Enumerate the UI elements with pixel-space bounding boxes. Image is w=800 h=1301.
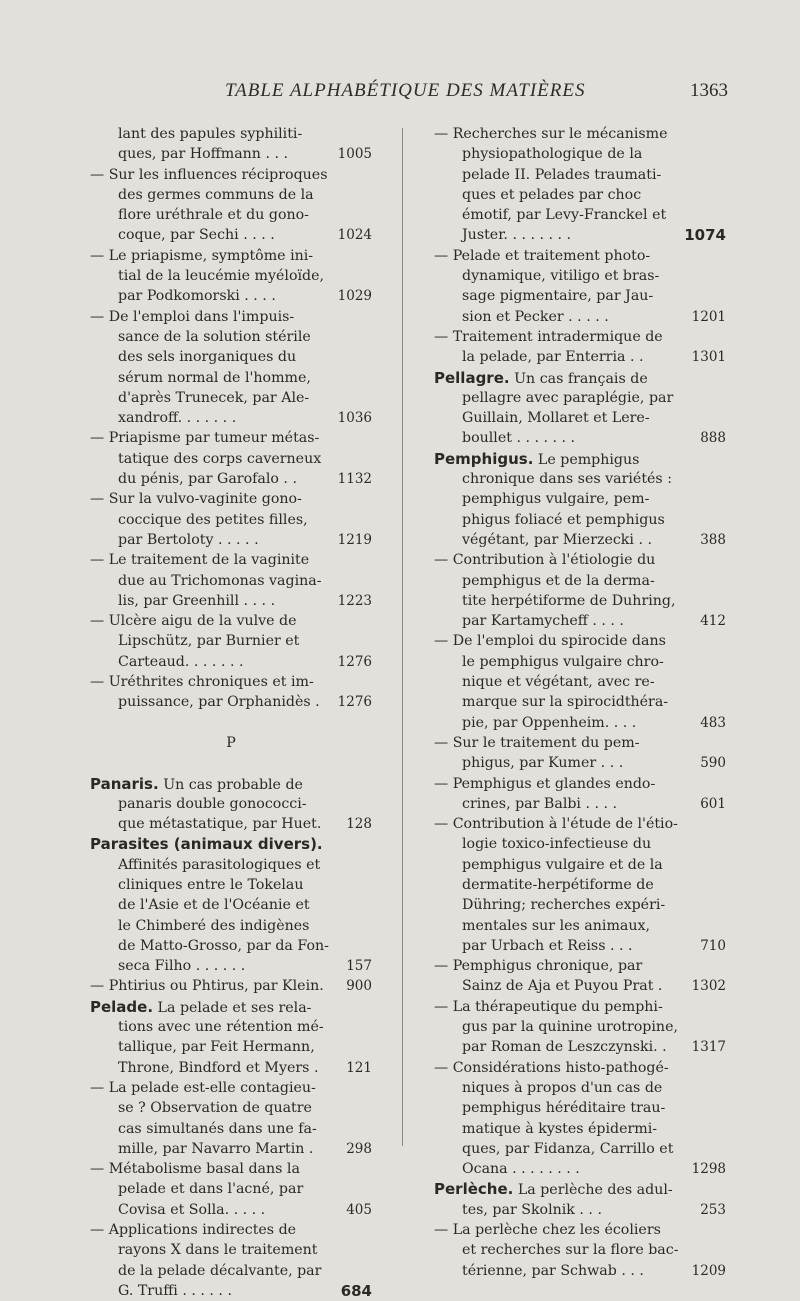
page-reference: 1074 [684,226,726,245]
entry-text: mentales sur les animaux, [462,917,650,934]
entry-text: — La pelade est-elle contagieu- [90,1079,316,1096]
entry-text: émotif, par Levy-Franckel et [462,207,667,224]
index-line [434,510,726,530]
entry-text: phigus foliacé et pemphigus [462,511,665,528]
index-line [90,875,372,895]
entry-text: Guillain, Mollaret et Lere- [462,410,650,427]
entry-text: sage pigmentaire, par Jau- [462,288,654,305]
index-line [90,733,372,753]
page-reference: 1029 [337,288,372,305]
page-reference: 128 [346,816,372,833]
page-reference: 388 [700,531,726,548]
index-line [90,1240,372,1260]
index-line [90,388,372,408]
index-line [434,733,726,753]
entry-text: coque, par Sechi . . . . [118,227,275,244]
entry-text: — Considérations histo-pathogé- [434,1059,669,1076]
entry-text: mille, par Navarro Martin . [118,1140,314,1157]
entry-text: le Chimberé des indigènes [118,917,310,934]
entry-text [434,1179,673,1199]
page-reference: 1024 [337,227,372,244]
entry-text: lant des papules syphiliti- [118,126,303,142]
entry-heading: Perlèche. [434,1180,514,1199]
entry-text: tatique des corps caverneux [118,450,322,467]
index-line [90,692,372,712]
entry-heading: Pellagre. [434,368,510,387]
entry-text: panaris double gonococci- [118,795,307,812]
entry-continuation: La perlèche des adul- [513,1182,673,1199]
entry-text: — Sur la vulvo-vaginite gono- [90,491,302,508]
index-line [90,1037,372,1057]
index-line [434,266,726,286]
index-line [90,936,372,956]
page-reference: 1132 [337,471,372,488]
entry-text: tes, par Skolnik . . . [462,1201,602,1218]
entry-text: végétant, par Mierzecki . . [462,531,652,548]
page-reference: 590 [700,755,726,772]
index-line [434,713,726,733]
index-line [434,347,726,367]
entry-text: par Roman de Leszczynski. . [462,1039,667,1056]
page-reference: 1036 [337,410,372,427]
entry-text: nique et végétant, avec re- [462,674,655,691]
entry-text: — De l'emploi dans l'impuis- [90,308,295,325]
index-line [90,652,372,672]
index-line [90,225,372,245]
page-reference: 1301 [691,349,726,366]
index-line [90,1220,372,1240]
index-line [434,591,726,611]
index-line [90,307,372,327]
entry-text: la pelade, par Enterria . . [462,349,644,366]
entry-text: dermatite-herpétiforme de [462,876,654,893]
index-line [90,1179,372,1199]
index-line [90,246,372,266]
index-line [434,956,726,976]
index-line [90,347,372,367]
page-reference: 684 [340,1281,372,1300]
entry-text: tions avec une rétention mé- [118,1019,324,1036]
index-line [90,266,372,286]
left-column [90,124,372,1301]
index-line [434,652,726,672]
index-line [434,1261,726,1281]
index-line [434,550,726,570]
page-reference: 412 [700,613,726,630]
index-line [434,1119,726,1139]
index-line [90,124,372,144]
entry-text: Throne, Bindford et Myers . [118,1059,319,1076]
entry-text [90,774,303,794]
index-line [434,1037,726,1057]
entry-text: Affinités parasitologiques et [118,856,321,873]
index-line [434,428,726,448]
entry-text: des sels inorganiques du [118,349,297,366]
page-reference: 1219 [337,531,372,548]
index-line [90,510,372,530]
entry-text: — Contribution à l'étiologie du [434,552,656,569]
entry-text: due au Trichomonas vagina- [118,572,322,589]
index-line [434,408,726,428]
index-line [434,692,726,712]
entry-text: pie, par Oppenheim. . . . [462,714,637,731]
index-line [434,286,726,306]
entry-text: tallique, par Feit Hermann, [118,1039,315,1056]
index-line [90,1281,372,1301]
index-line [90,672,372,692]
index-line [434,1098,726,1118]
entry-text: physiopathologique de la [462,146,643,163]
index-line [434,1200,726,1220]
page-reference: 1317 [691,1039,726,1056]
entry-text: — Le traitement de la vaginite [90,552,310,569]
page-reference: 121 [346,1059,372,1076]
entry-text: — Sur le traitement du pem- [434,734,640,751]
entry-text: pellagre avec paraplégie, par [462,389,674,406]
page-header [0,80,800,104]
index-line [90,1261,372,1281]
index-line [434,1017,726,1037]
index-line [90,855,372,875]
index-line [434,875,726,895]
index-line [90,1139,372,1159]
index-line [434,1220,726,1240]
entry-text: cliniques entre le Tokelau [118,876,304,893]
entry-text: et recherches sur la flore bac- [462,1242,679,1259]
page-reference: 298 [346,1140,372,1157]
entry-text: — Sur les influences réciproques [90,166,328,183]
index-line [434,185,726,205]
entry-text: par Podkomorski . . . . [118,288,276,305]
entry-text [434,368,648,388]
entry-heading: Panaris. [90,774,159,793]
entry-text: pemphigus vulgaire, pem- [462,491,650,508]
index-line [434,327,726,347]
index-line [90,976,372,996]
index-line [434,672,726,692]
entry-heading: Parasites (animaux divers). [90,835,323,854]
index-line [434,225,726,245]
entry-text: des germes communs de la [118,186,314,203]
running-title: TABLE ALPHABÉTIQUE DES MATIÈRES [225,80,586,101]
index-line [90,895,372,915]
entry-text: xandroff. . . . . . . [118,410,237,427]
entry-text: — De l'emploi du spirocide dans [434,633,666,650]
entry-text: — Priapisme par tumeur métas- [90,430,320,447]
index-line [434,794,726,814]
entry-text: Lipschütz, par Burnier et [118,633,300,650]
entry-text: sion et Pecker . . . . . [462,308,609,325]
entry-text: — Contribution à l'étude de l'étio- [434,816,678,833]
index-line [90,469,372,489]
entry-text: crines, par Balbi . . . . [462,795,618,812]
entry-text: se ? Observation de quatre [118,1100,312,1117]
entry-text: logie toxico-infectieuse du [462,836,652,853]
index-line [434,895,726,915]
entry-text: par Kartamycheff . . . . [462,613,624,630]
entry-text: — Phtirius ou Phtirus, par Klein. [90,978,324,995]
index-line [434,1139,726,1159]
entry-text: de l'Asie et de l'Océanie et [118,897,310,914]
entry-text: cas simultanés dans une fa- [118,1120,317,1137]
entry-text: boullet . . . . . . . [462,430,576,447]
index-line [434,571,726,591]
entry-text: tial de la leucémie myéloïde, [118,268,325,285]
index-line [434,814,726,834]
index-line [434,997,726,1017]
page-reference: 1005 [337,146,372,163]
entry-text: de la pelade décalvante, par [118,1262,322,1279]
index-line [434,834,726,854]
page-reference: 1276 [337,653,372,670]
index-line [90,1078,372,1098]
page-reference: 888 [700,430,726,447]
index-line [434,855,726,875]
entry-text: niques à propos d'un cas de [462,1079,663,1096]
entry-text: coccique des petites filles, [118,511,308,528]
index-line [434,1058,726,1078]
entry-text: Dühring; recherches expéri- [462,897,666,914]
entry-text: pelade II. Pelades traumati- [462,166,662,183]
page-reference: 900 [346,978,372,995]
index-line [434,246,726,266]
entry-continuation: Le pemphigus [533,451,640,468]
index-line [90,408,372,428]
index-line [434,1078,726,1098]
page-reference: 1209 [691,1262,726,1279]
page-reference: 1201 [691,308,726,325]
entry-text: ques et pelades par choc [462,186,642,203]
page-reference: 1223 [337,592,372,609]
index-line [90,449,372,469]
index-line [90,530,372,550]
entry-text: rayons X dans le traitement [118,1242,318,1259]
entry-text: par Urbach et Reiss . . . [462,937,633,954]
index-line [90,205,372,225]
entry-text: tite herpétiforme de Duhring, [462,592,676,609]
index-line [90,956,372,976]
entry-heading: Pelade. [90,997,154,1016]
index-line [434,144,726,164]
entry-text: — Pemphigus et glandes endo- [434,775,656,792]
entry-text: Juster. . . . . . . . [462,227,572,244]
index-line [434,530,726,550]
entry-text: pemphigus héréditaire trau- [462,1100,666,1117]
entry-text: que métastatique, par Huet. [118,816,322,833]
entry-continuation: Un cas français de [509,370,648,387]
entry-text: par Bertoloty . . . . . [118,531,259,548]
index-line [90,489,372,509]
entry-text: Covisa et Solla. . . . . [118,1201,266,1218]
page-reference: 1276 [337,694,372,711]
index-line [90,286,372,306]
page-reference: 1302 [691,978,726,995]
entry-heading: Pemphigus. [434,449,534,468]
entry-text: — La perlèche chez les écoliers [434,1222,661,1239]
entry-text: — Pelade et traitement photo- [434,247,651,264]
section-letter: P [226,734,236,751]
index-line [434,489,726,509]
entry-text: ques, par Fidanza, Carrillo et [462,1140,674,1157]
page-reference: 710 [700,937,726,954]
index-line [90,185,372,205]
entry-text: — Applications indirectes de [90,1222,297,1239]
index-line [90,1098,372,1118]
entry-text: — Traitement intradermique de [434,328,663,345]
entry-text: chronique dans ses variétés : [462,471,672,488]
page-reference: 483 [700,714,726,731]
index-line [90,1159,372,1179]
page-reference: 405 [346,1201,372,1218]
index-line [90,1200,372,1220]
index-line [90,753,372,773]
entry-text: matique à kystes épidermi- [462,1120,658,1137]
index-line [434,631,726,651]
page-reference: 601 [700,795,726,812]
entry-text: — Uréthrites chroniques et im- [90,674,314,691]
index-line [90,834,372,854]
index-line [90,631,372,651]
entry-text: térienne, par Schwab . . . [462,1262,644,1279]
index-line [90,144,372,164]
entry-text: — Métabolisme basal dans la [90,1161,300,1178]
index-line [434,916,726,936]
entry-text: seca Filho . . . . . . [118,958,246,975]
index-line [90,1119,372,1139]
index-line [434,1240,726,1260]
entry-text: sérum normal de l'homme, [118,369,311,386]
index-line [90,916,372,936]
index-line [90,774,372,794]
index-line [90,428,372,448]
index-line [434,976,726,996]
column-divider [402,128,403,1146]
right-column [434,124,726,1281]
page-reference: 157 [346,958,372,975]
entry-text: du pénis, par Garofalo . . [118,471,297,488]
page-number: 1363 [690,80,728,101]
entry-text: dynamique, vitiligo et bras- [462,268,660,285]
index-line [90,794,372,814]
entry-text: — La thérapeutique du pemphi- [434,998,663,1015]
entry-text: d'après Trunecek, par Ale- [118,389,310,406]
index-line [434,205,726,225]
entry-text: pelade et dans l'acné, par [118,1181,304,1198]
entry-text [90,997,311,1017]
entry-text: ques, par Hoffmann . . . [118,146,288,163]
entry-text: Sainz de Aja et Puyou Prat . [462,978,663,995]
entry-text [90,834,323,854]
entry-text: de Matto-Grosso, par da Fon- [118,937,329,954]
index-line [90,997,372,1017]
index-line [90,591,372,611]
index-line [434,774,726,794]
entry-text: sance de la solution stérile [118,328,311,345]
entry-text: marque sur la spirocidthéra- [462,694,669,711]
entry-text: Ocana . . . . . . . . [462,1161,580,1178]
entry-text: flore uréthrale et du gono- [118,207,309,224]
entry-text: G. Truffi . . . . . . [118,1282,232,1299]
index-line [90,550,372,570]
index-line [90,368,372,388]
index-line [434,307,726,327]
entry-text: — Recherches sur le mécanisme [434,126,668,142]
entry-continuation: La pelade et ses rela- [153,999,312,1016]
index-line [90,165,372,185]
entry-continuation: Un cas probable de [158,776,303,793]
index-line [434,753,726,773]
index-line [90,1058,372,1078]
index-line [434,368,726,388]
index-line [90,713,372,733]
entry-text: lis, par Greenhill . . . . [118,592,276,609]
index-line [434,1179,726,1199]
index-line [90,327,372,347]
entry-text [434,449,639,469]
entry-text: — Pemphigus chronique, par [434,958,643,975]
index-line [90,814,372,834]
index-line [434,449,726,469]
index-line [434,1159,726,1179]
index-line [434,124,726,144]
entry-text: — Ulcère aigu de la vulve de [90,613,297,630]
entry-text: — Le priapisme, symptôme ini- [90,247,314,264]
index-line [434,165,726,185]
page-reference: 253 [700,1201,726,1218]
entry-text: pemphigus et de la derma- [462,572,655,589]
index-line [90,571,372,591]
index-line [434,469,726,489]
index-line [434,388,726,408]
entry-text: le pemphigus vulgaire chro- [462,653,664,670]
index-line [90,611,372,631]
entry-text: phigus, par Kumer . . . [462,755,624,772]
index-line [90,1017,372,1037]
index-line [434,936,726,956]
entry-text: pemphigus vulgaire et de la [462,856,663,873]
page-reference: 1298 [691,1161,726,1178]
index-line [434,611,726,631]
entry-text: Carteaud. . . . . . . [118,653,244,670]
entry-text: gus par la quinine urotropine, [462,1019,678,1036]
entry-text: puissance, par Orphanidès . [118,694,320,711]
